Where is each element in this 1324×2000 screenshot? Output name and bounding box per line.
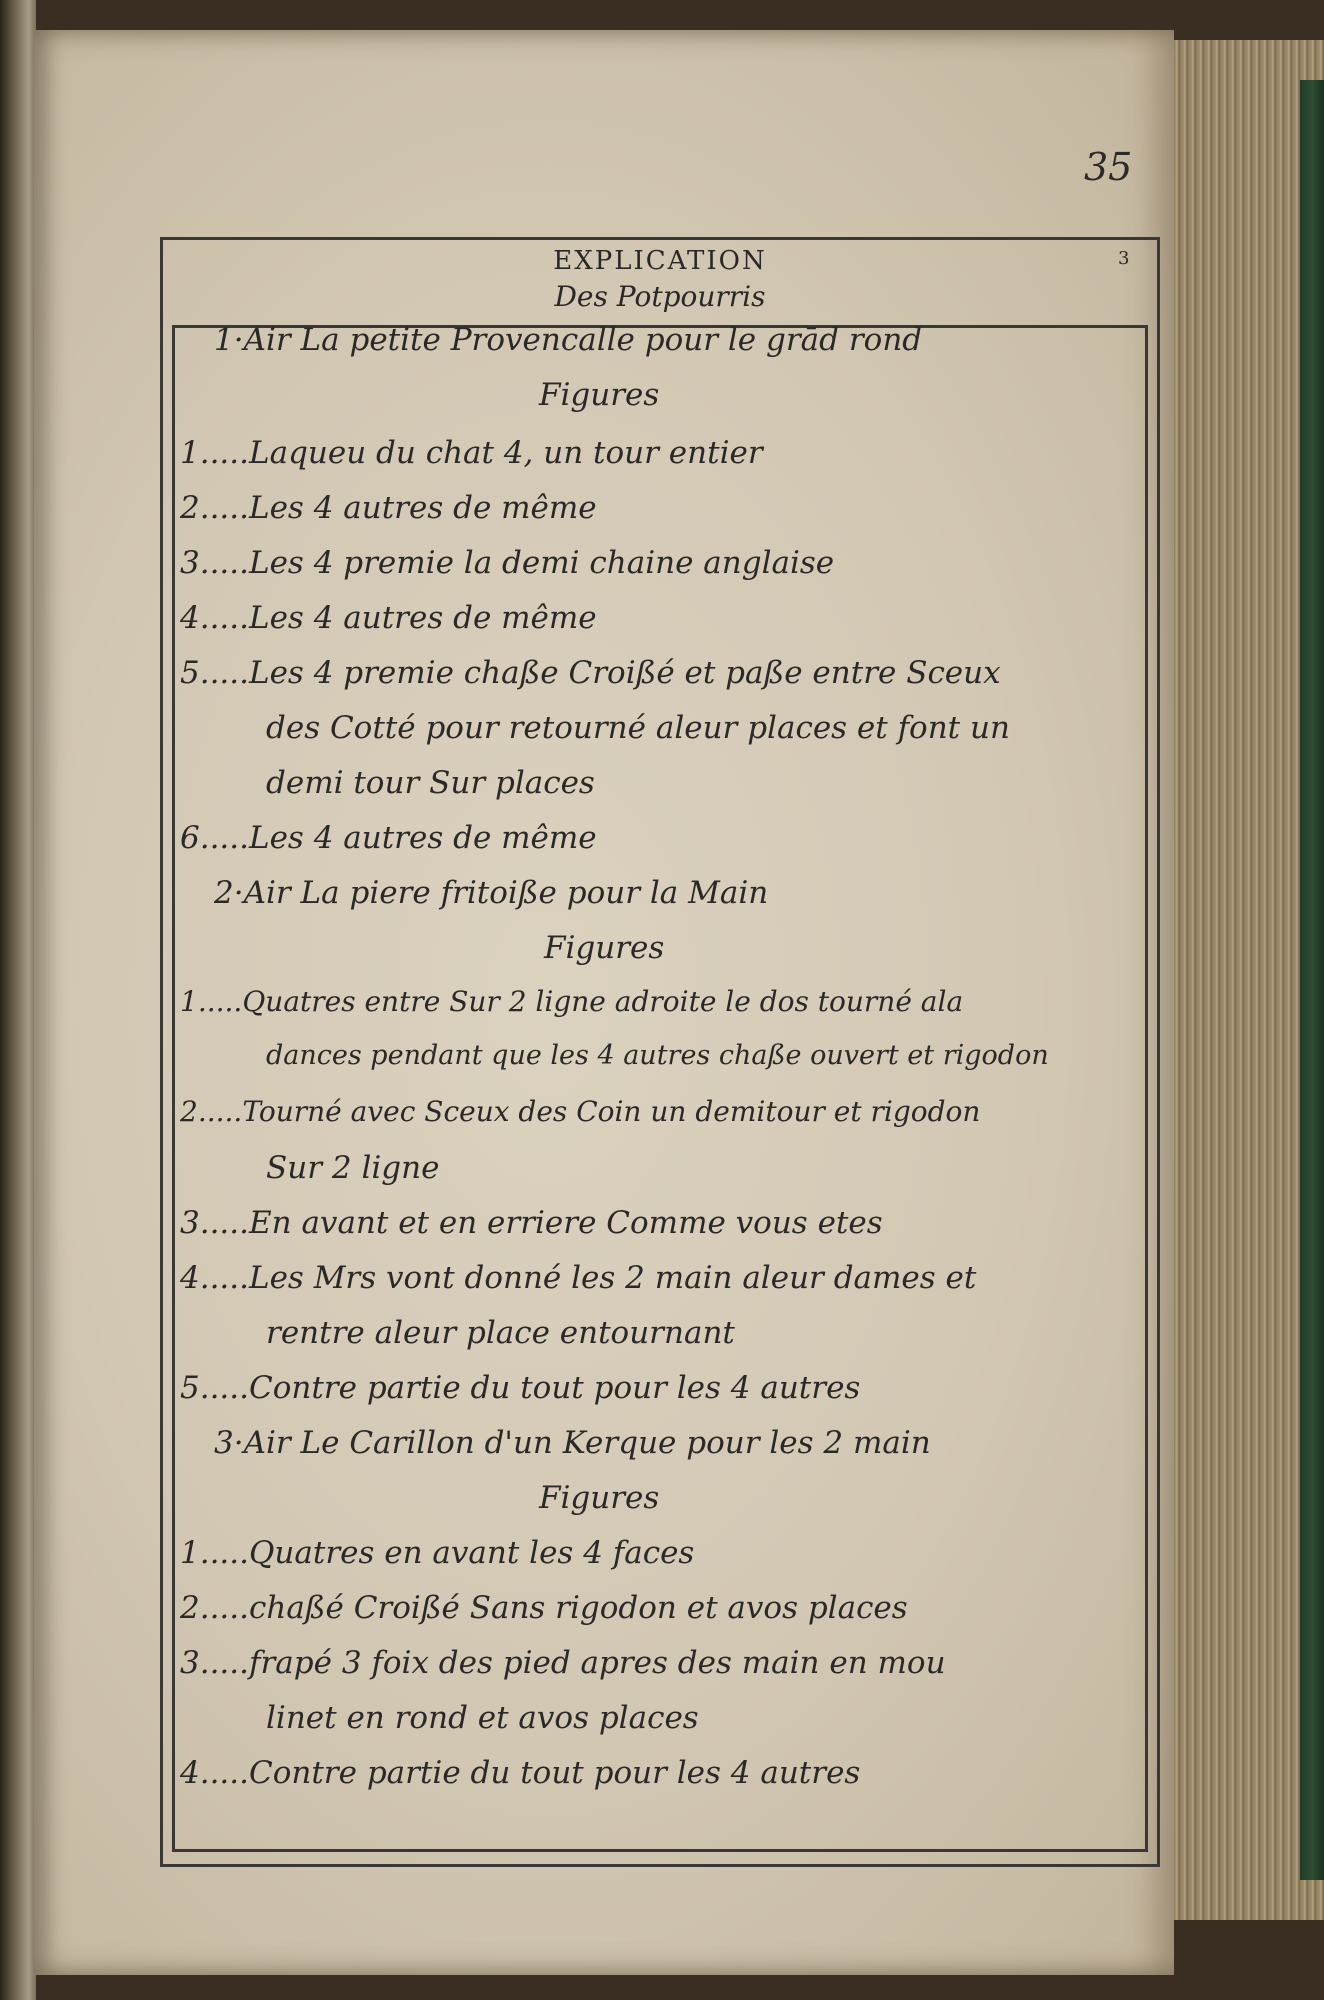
figure-line: 2.....Tourné avec Sceux des Coin un demitour et rigodon	[180, 1095, 981, 1128]
page-number: 35	[1084, 145, 1133, 189]
book-page	[34, 30, 1174, 1975]
figure-line: 2.....Les 4 autres de même	[180, 490, 597, 526]
figure-line: 1.....Laqueu du chat 4, un tour entier	[180, 435, 763, 471]
figures-heading: Figures	[544, 930, 665, 966]
figure-line: 4.....Contre partie du tout pour les 4 autres	[180, 1755, 861, 1791]
figure-continuation: rentre aleur place entournant	[266, 1315, 735, 1351]
figure-line: 4.....Les Mrs vont donné les 2 main aleur dames et	[180, 1260, 977, 1296]
signature-mark: 3	[1118, 248, 1130, 269]
figure-line: 3.....frapé 3 foix des pied apres des main en mou	[180, 1645, 946, 1681]
book-cover	[1300, 80, 1324, 1880]
figure-continuation: demi tour Sur places	[266, 765, 595, 801]
figure-line: 5.....Contre partie du tout pour les 4 autres	[180, 1370, 861, 1406]
figure-line: 4.....Les 4 autres de même	[180, 600, 597, 636]
figure-continuation: Sur 2 ligne	[266, 1150, 440, 1186]
figure-line: 1.....Quatres en avant les 4 faces	[180, 1535, 695, 1571]
figure-line: 3.....Les 4 premie la demi chaine anglaise	[180, 545, 835, 581]
page-title: EXPLICATION	[553, 246, 767, 276]
air-heading: 3·Air Le Carillon d'un Kerque pour les 2 main	[214, 1425, 931, 1461]
air-heading: 2·Air La piere fritoiße pour la Main	[214, 875, 769, 911]
air-heading: 1·Air La petite Provencalle pour le grād rond	[214, 322, 923, 358]
figure-line: 6.....Les 4 autres de même	[180, 820, 597, 856]
figure-continuation: linet en rond et avos places	[266, 1700, 699, 1736]
left-page-edge	[0, 0, 36, 2000]
figures-heading: Figures	[539, 1480, 660, 1516]
figure-continuation: dances pendant que les 4 autres chaße ouvert et rigodon	[266, 1040, 1049, 1071]
page-subtitle: Des Potpourris	[554, 280, 766, 313]
figure-line: 2.....chaßé Croißé Sans rigodon et avos places	[180, 1590, 908, 1626]
figure-line: 1.....Quatres entre Sur 2 ligne adroite le dos tourné ala	[180, 985, 964, 1018]
figure-continuation: des Cotté pour retourné aleur places et font un	[266, 710, 1010, 746]
figure-line: 5.....Les 4 premie chaße Croißé et paße entre Sceux	[180, 655, 1001, 691]
figure-line: 3.....En avant et en erriere Comme vous etes	[180, 1205, 883, 1241]
figures-heading: Figures	[539, 377, 660, 413]
